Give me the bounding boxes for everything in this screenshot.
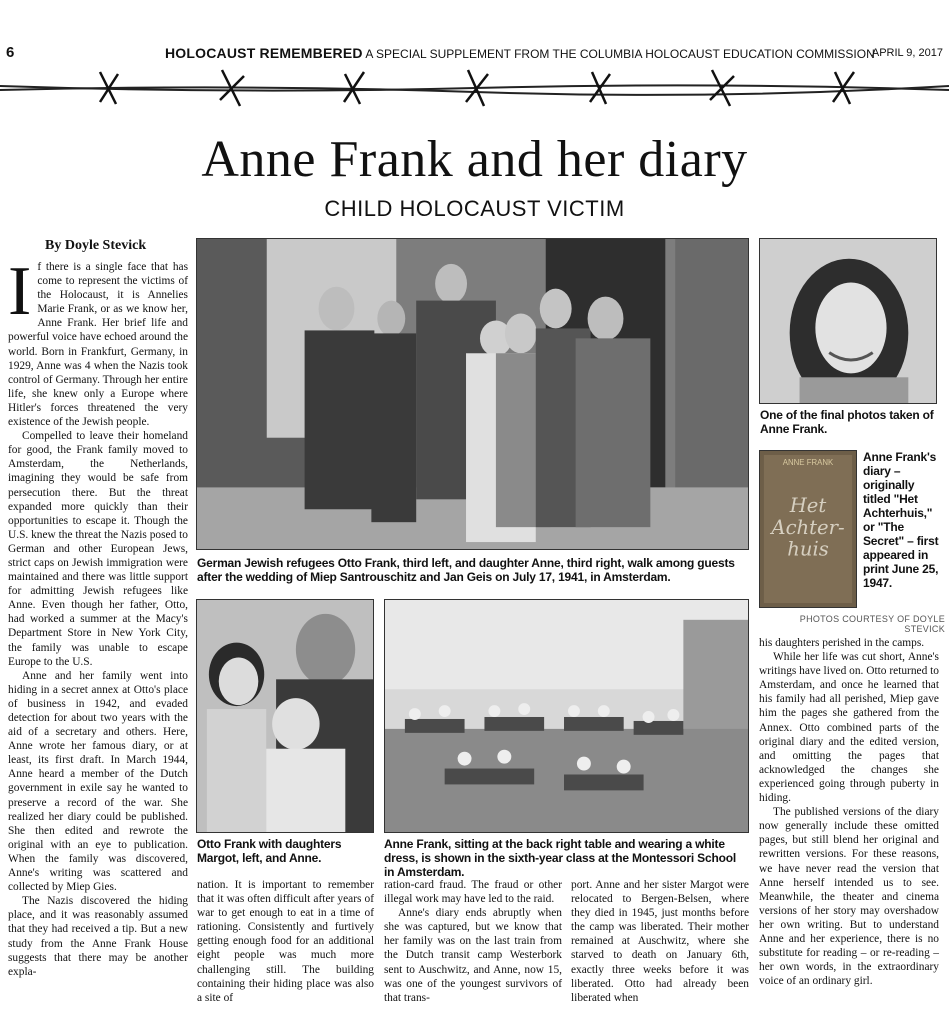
article-paragraph: Anne and her family went into hiding in a secret annex at Otto's place of business in 1942, and evaded detection for about two years with the aid of a secretary and others. Here, Anne wrote her famous diary, or at least, its first draft. In March 1944, Anne heard a member of the Dutch government in exile say he wanted to preserve a record of the war. She realized her diary could be published. She then edited and rewrote the original with an eye to publication. When the family was discovered, Anne's writing was scattered and collected by Miep Gies. xyxy=(8,669,188,894)
headline: Anne Frank and her diary xyxy=(201,131,748,188)
classroom-caption: Anne Frank, sitting at the back right table and wearing a white dress, is shown in the sixth-year class at the Montessori School in Amsterdam. xyxy=(384,837,736,879)
supplement-header xyxy=(0,44,949,64)
article-column-4 xyxy=(571,878,749,1005)
diary-cover-author: ANNE FRANK xyxy=(782,457,834,467)
article-column-2 xyxy=(197,878,374,1005)
supplement-subtitle: A SPECIAL SUPPLEMENT FROM THE COLUMBIA HOLOCAUST EDUCATION COMMISSION xyxy=(365,47,875,61)
classroom-photo xyxy=(384,599,749,833)
otto-and-daughters-photo xyxy=(196,599,374,833)
issue-date: APRIL 9, 2017 xyxy=(871,47,943,59)
drop-cap: I xyxy=(8,253,32,330)
article-column-5 xyxy=(759,636,939,988)
subheadline: CHILD HOLOCAUST VICTIM xyxy=(324,196,625,221)
diary-caption: Anne Frank's diary – originally titled "Het Achterhuis," or "The Secret" – first appeared in print June 25, 1947. xyxy=(863,450,939,590)
svg-text:Achter-: Achter- xyxy=(771,515,845,539)
anne-portrait-photo xyxy=(759,238,937,404)
byline: By Doyle Stevick xyxy=(45,238,147,253)
supplement-banner xyxy=(165,45,875,61)
article-paragraph: nation. It is important to remember that it was often difficult after years of war to get enough to eat in a time of rationing. Consistently and furtively getting enough food for an additional eight people was much more challenging still. The building containing their hiding place was also a site of xyxy=(197,879,374,1004)
article-paragraph: port. Anne and her sister Margot were relocated to Bergen-Belsen, where they died in 1945, just months before the camp was liberated. Their mother remained at Auschwitz, where she starved to death on January 6th, exactly three weeks before it was liberated. Otto had already been liberated when xyxy=(571,879,749,1004)
article-paragraph: his daughters perished in the camps. xyxy=(759,637,925,649)
wedding-photo xyxy=(196,238,749,550)
article-paragraph: The published versions of the diary now generally include these omitted pages, but still blend her original and rewritten versions. For these reasons, we have never read the version that Anne herself intended us to see. Meanwhile, the theater and cinema versions of her story may overshadow her own writing. But to understand Anne and her experience, there is no substitute for reading – or re-reading – her own words, in the extraordinary voice of an ordinary girl. xyxy=(759,806,939,988)
article-column-1 xyxy=(8,253,188,979)
portrait-caption: One of the final photos taken of Anne Frank. xyxy=(760,408,934,436)
diary-cover-photo xyxy=(759,450,857,608)
article-paragraph: While her life was cut short, Anne's writings have lived on. Otto returned to Amsterdam, and once he learned that his family had all perished, Miep gave him the pages she gathered from the Annex. Otto combined parts of the original diary and the edited version, and omitting the pages that acknowledged the changes she experienced going through puberty in hiding. xyxy=(759,651,939,805)
article-paragraph: The Nazis discovered the hiding place, and it was reasonably assumed that they had received a tip. But a new study from the Anne Frank House suggests that there may be another expla- xyxy=(8,895,188,978)
wedding-photo-caption: German Jewish refugees Otto Frank, third left, and daughter Anne, third right, walk among guests after the wedding of Miep Santrouschitz and Jan Geis on July 17, 1941, in Amsterdam. xyxy=(197,556,735,584)
svg-text:huis: huis xyxy=(787,537,829,561)
otto-photo-caption: Otto Frank with daughters Margot, left, and Anne. xyxy=(197,837,342,865)
article-paragraph: Compelled to leave their homeland for good, the Frank family moved to Amsterdam, the Netherlands, imagining they would be safe from persecution there. But the threat expanded more quickly than their opportunities to escape it. Though the U.S. knew the threat the Nazis posed to German and other European Jews, strict caps on Jewish immigration were maintained and there was little support for admitting Jewish refugees like Anne. Even though her father, Otto, had worked a summer at the Macy's Department Store in New York City, the family was unable to escape Europe to the U.S. xyxy=(8,430,188,668)
article-paragraph: If there is a single face that has come to represent the victims of the Holocaust, it is Annelies Marie Frank, or as we know her, Anne Frank. Her brief life and powerful voice have echoed around the world. Born in Frankfurt, Germany, in 1929, Anne was 4 when the Nazis took control of Germany. Through her entire life, she knew only a Europe where Hitler's forces threatened the very existence of the Jewish people. xyxy=(8,253,188,429)
barbed-wire-divider xyxy=(0,64,949,114)
page-number: 6 xyxy=(6,44,15,61)
article-column-3 xyxy=(384,878,562,1005)
photo-credit: PHOTOS COURTESY OF DOYLE STEVICK xyxy=(799,614,945,634)
article-paragraph: Anne's diary ends abruptly when she was captured, but we know that her family was on the last train from the Dutch transit camp Westerbork sent to Auschwitz, and Anne, now 15, was one of the youngest survivors of that trans- xyxy=(384,907,562,1004)
article-paragraph: ration-card fraud. The fraud or other illegal work may have led to the raid. xyxy=(384,879,562,906)
diary-cover-title: Het xyxy=(789,494,827,518)
supplement-title: HOLOCAUST REMEMBERED xyxy=(165,45,363,61)
